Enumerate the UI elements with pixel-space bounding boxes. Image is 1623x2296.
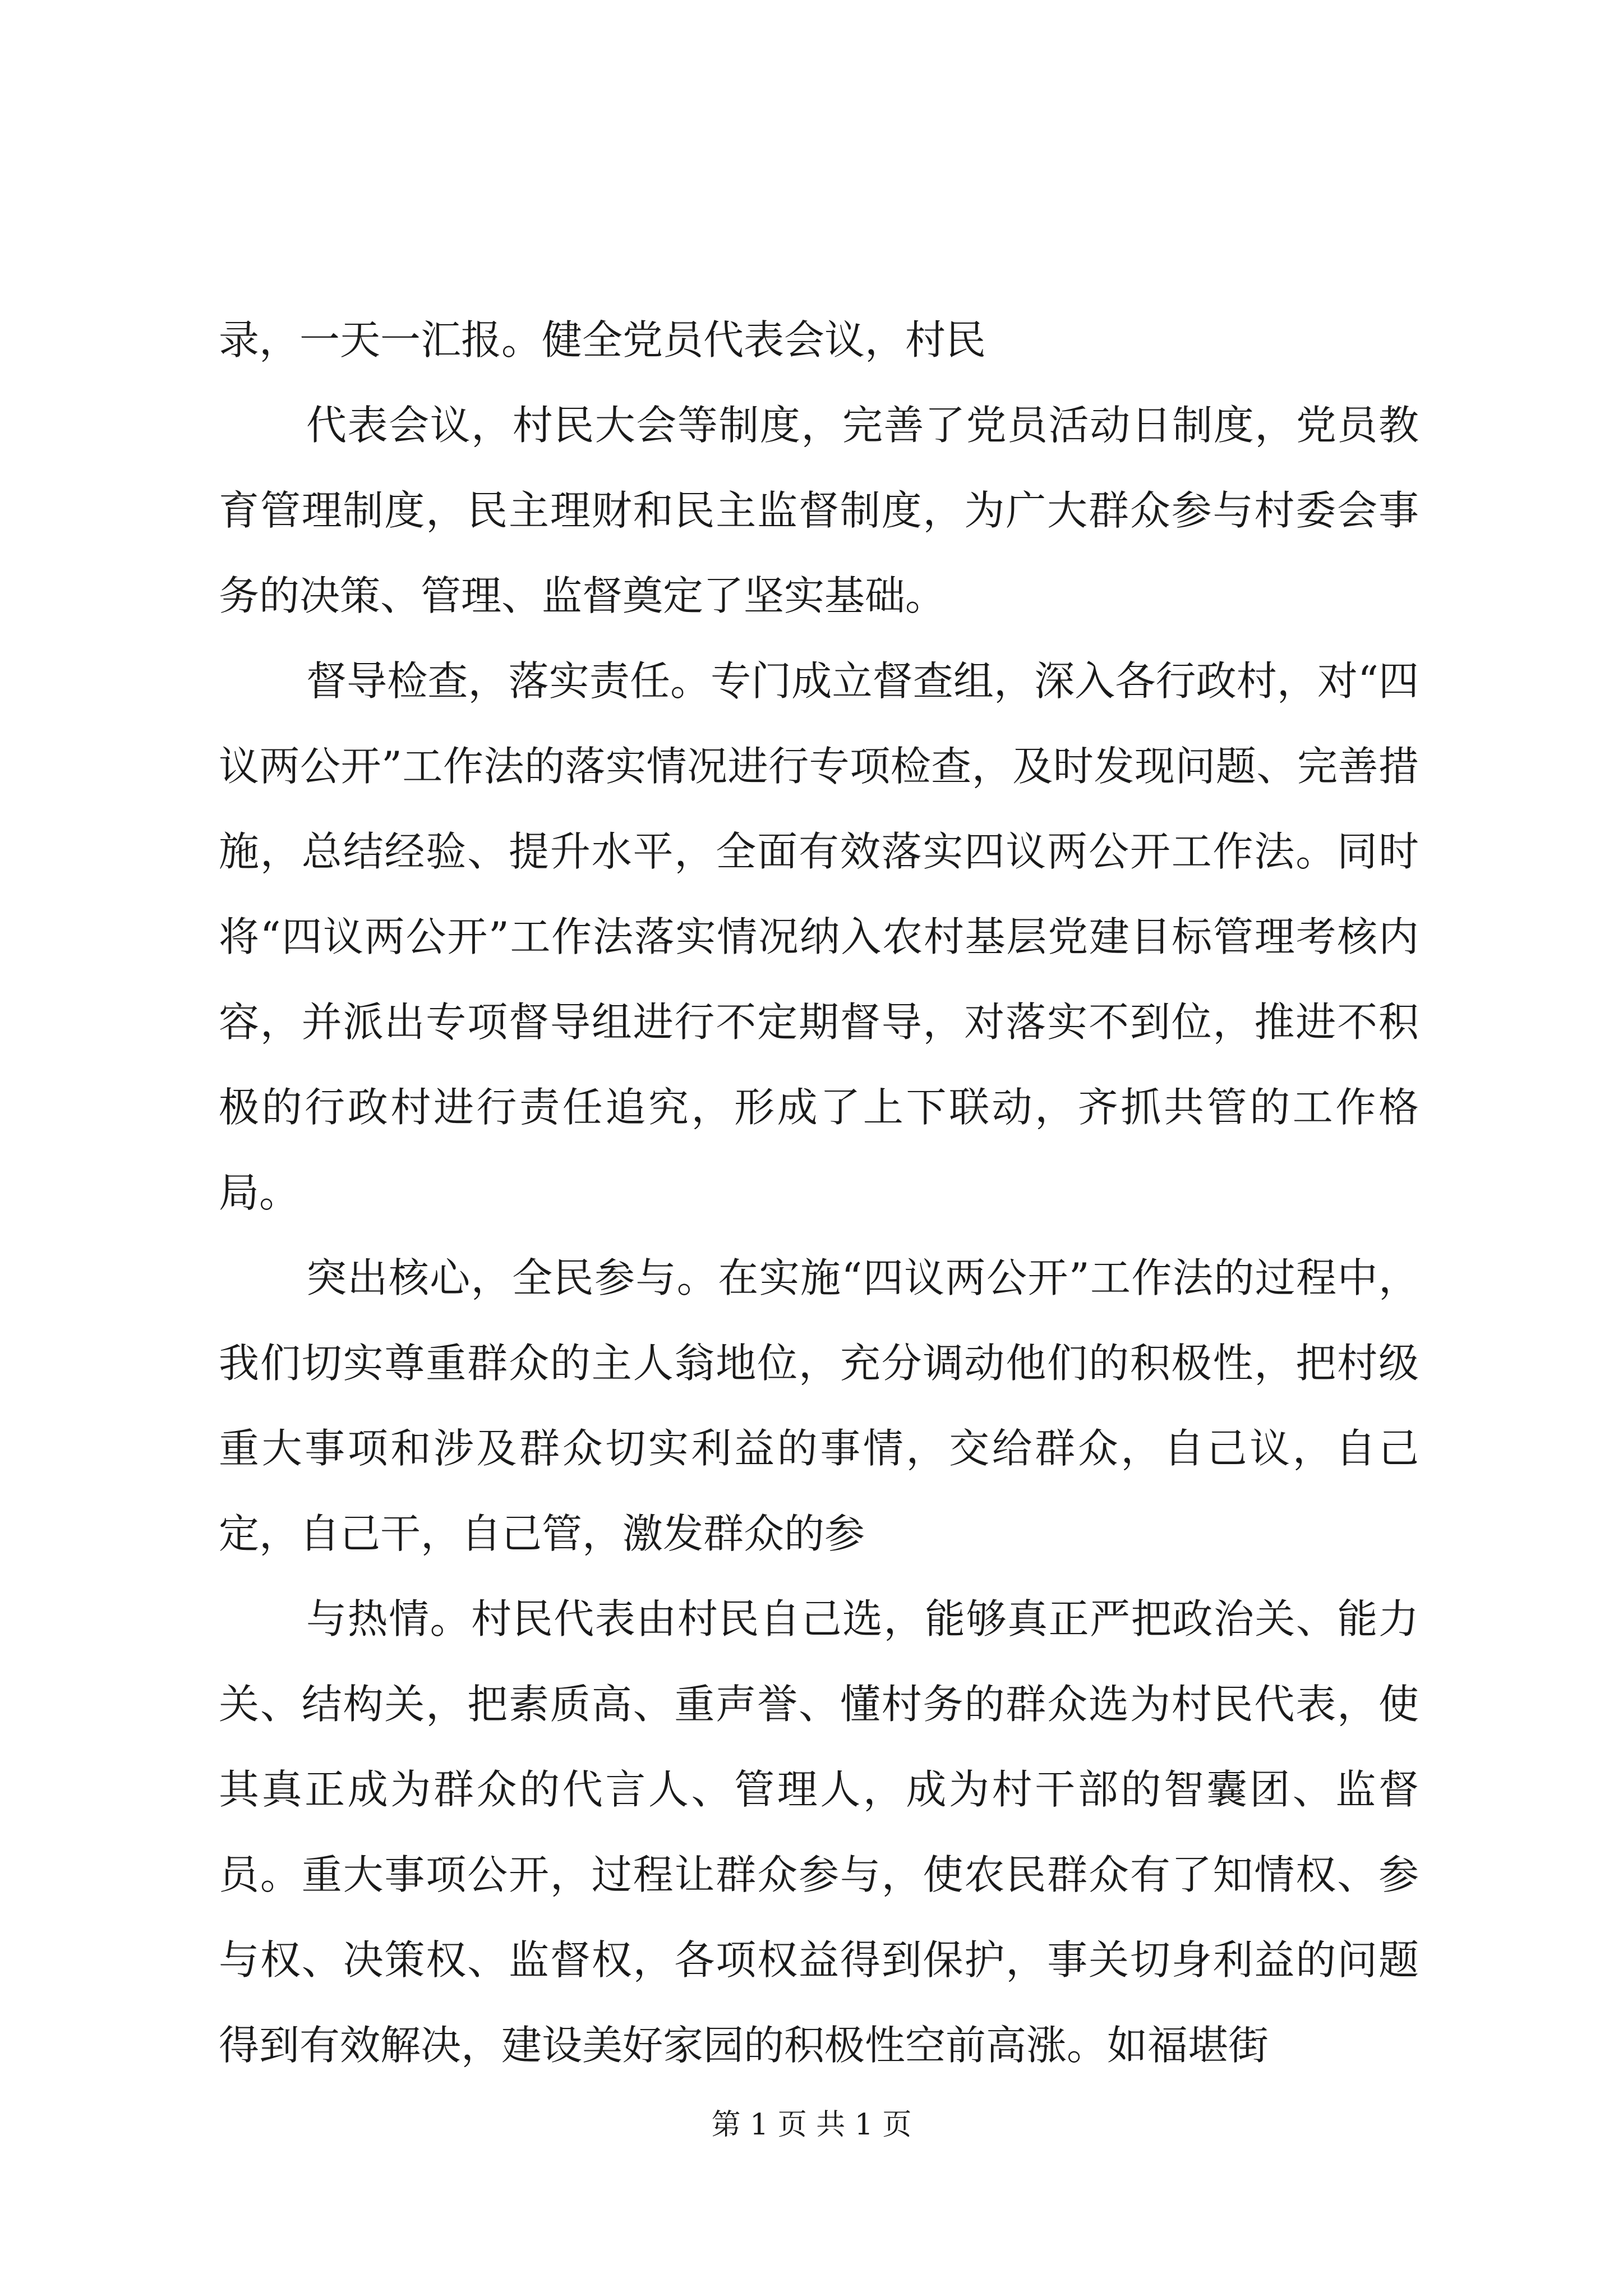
paragraph-participation: 突出核心，全民参与。在实施“四议两公开”工作法的过程中，我们切实尊重群众的主人翁地位，充分调动他们的积极性，把村级重大事项和涉及群众切实利益的事情，交给群众，自己议，自己定，自己干，自己管，激发群众的参 xyxy=(219,1254,1419,1557)
paragraph-supervision: 督导检查，落实责任。专门成立督查组，深入各行政村，对“四议两公开”工作法的落实情况进行专项检查，及时发现问题、完善措施，总结经验、提升水平，全面有效落实四议两公开工作法。同时将“四议两公开”工作法落实情况纳入农村基层党建目标管理考核内容，并派出专项督导组进行不定期督导，对落实不到位，推进不积极的行政村进行责任追究，形成了上下联动，齐抓共管的工作格局。 xyxy=(219,657,1419,1216)
paragraph-continuation: 录，一天一汇报。健全党员代表会议，村民 xyxy=(219,316,986,364)
paragraph-enthusiasm: 与热情。村民代表由村民自己选，能够真正严把政治关、能力关、结构关，把素质高、重声誉、懂村务的群众选为村民代表，使其真正成为群众的代言人、管理人，成为村干部的智囊团、监督员。重大事项公开，过程让群众参与，使农民群众有了知情权、参与权、决策权、监督权，各项权益得到保护，事关切身利益的问题得到有效解决，建设美好家园的积极性空前高涨。如福堪街 xyxy=(219,1595,1419,2069)
paragraph-meeting-systems: 代表会议，村民大会等制度，完善了党员活动日制度，党员教育管理制度，民主理财和民主监督制度，为广大群众参与村委会事务的决策、管理、监督奠定了坚实基础。 xyxy=(219,402,1419,619)
document-body xyxy=(219,297,1419,2088)
page-footer: 第 1 页 共 1 页 xyxy=(711,2108,912,2142)
